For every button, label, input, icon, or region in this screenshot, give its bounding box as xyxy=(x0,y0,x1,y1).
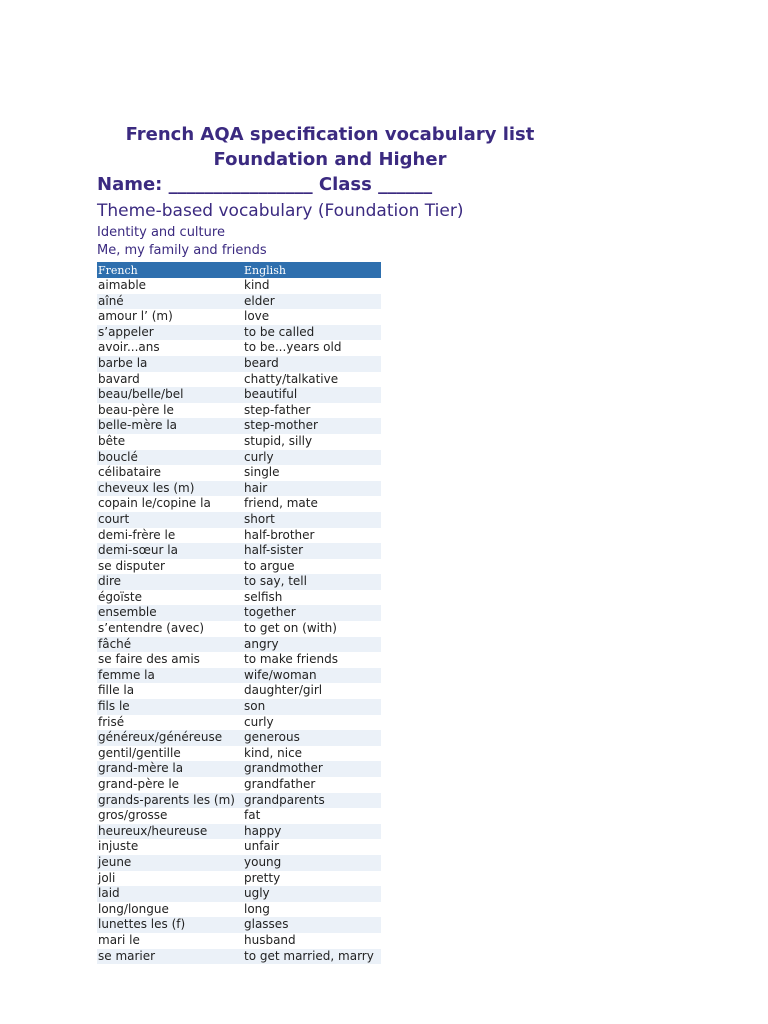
french-word-cell: copain le/copine la xyxy=(98,496,211,511)
french-word-cell: célibataire xyxy=(98,465,162,480)
french-word-cell: grands-parents les (m) xyxy=(97,793,243,809)
english-translation-cell: grandmother xyxy=(243,761,381,777)
table-row xyxy=(97,496,381,512)
english-translation-cell: to get married, marry xyxy=(243,949,381,965)
french-word-cell: généreux/généreuse xyxy=(97,730,243,746)
english-translation-cell: kind xyxy=(244,278,270,292)
table-row xyxy=(97,855,381,871)
english-translation-cell: pretty xyxy=(244,870,281,885)
french-word-cell: demi-frère le xyxy=(98,527,176,542)
table-row xyxy=(97,528,381,544)
english-translation-cell: single xyxy=(244,465,280,480)
table-row xyxy=(97,372,381,388)
french-word-cell: ensemble xyxy=(97,605,243,621)
french-word-cell: laid xyxy=(97,886,243,902)
french-word-cell: lunettes les (f) xyxy=(97,917,243,933)
french-word-cell: s’appeler xyxy=(97,325,243,341)
english-translation-cell: son xyxy=(243,699,381,715)
french-word-cell: jeune xyxy=(97,855,243,871)
english-translation-cell: wife/woman xyxy=(243,668,381,684)
french-word-cell: s’entendre (avec) xyxy=(98,621,205,636)
english-translation-cell: to be called xyxy=(243,325,381,341)
theme-subheading: Identity and culture xyxy=(97,225,225,240)
english-translation-cell: glasses xyxy=(243,917,381,933)
english-translation-cell: curly xyxy=(243,450,381,466)
french-word-cell: beau/belle/bel xyxy=(97,387,243,403)
french-word-cell: bête xyxy=(98,433,126,448)
french-word-cell: belle-mère la xyxy=(97,418,243,434)
table-row xyxy=(97,668,381,684)
english-translation-cell: elder xyxy=(243,294,381,310)
english-translation-cell: short xyxy=(243,512,381,528)
table-row xyxy=(97,917,381,933)
french-word-cell: gros/grosse xyxy=(98,808,168,823)
table-row xyxy=(97,761,381,777)
table-row xyxy=(97,543,381,559)
french-word-cell: femme la xyxy=(97,668,243,684)
table-row xyxy=(97,621,381,637)
table-row xyxy=(97,481,381,497)
table-row xyxy=(97,933,381,949)
french-word-cell: beau-père le xyxy=(98,402,174,417)
english-translation-cell: unfair xyxy=(244,839,280,854)
english-translation-cell: husband xyxy=(244,932,296,947)
french-word-cell: mari le xyxy=(98,932,140,947)
french-word-cell: égoïste xyxy=(98,589,143,604)
english-translation-cell: half-sister xyxy=(243,543,381,559)
topic-subheading: Me, my family and friends xyxy=(97,243,267,258)
table-row xyxy=(97,387,381,403)
french-word-cell: injuste xyxy=(98,839,139,854)
table-row xyxy=(97,949,381,965)
english-translation-cell: love xyxy=(244,309,270,324)
english-translation-cell: curly xyxy=(244,714,274,729)
french-word-cell: aîné xyxy=(97,294,243,310)
french-word-cell: joli xyxy=(98,870,116,885)
french-word-cell: grand-père le xyxy=(98,777,180,791)
french-word-cell: demi-sœur la xyxy=(97,543,243,559)
english-translation-cell: chatty/talkative xyxy=(244,371,339,386)
table-row xyxy=(97,434,381,450)
table-row xyxy=(97,652,381,668)
table-row xyxy=(97,886,381,902)
section-heading: Theme-based vocabulary (Foundation Tier) xyxy=(97,201,464,221)
french-word-cell: frisé xyxy=(98,714,125,729)
french-word-cell: se disputer xyxy=(98,558,165,573)
french-word-cell: long/longue xyxy=(98,901,169,916)
english-translation-cell: together xyxy=(243,605,381,621)
english-translation-cell: step-father xyxy=(244,402,311,417)
english-translation-cell: selfish xyxy=(244,589,283,604)
french-word-cell: se faire des amis xyxy=(98,652,200,667)
table-row xyxy=(97,746,381,762)
english-translation-cell: grandparents xyxy=(243,793,381,809)
english-translation-cell: ugly xyxy=(243,886,381,902)
french-word-cell: heureux/heureuse xyxy=(97,824,243,840)
table-row xyxy=(97,730,381,746)
french-word-cell: grand-mère la xyxy=(97,761,243,777)
document-title-line2: Foundation and Higher xyxy=(213,149,447,170)
french-word-cell: court xyxy=(97,512,243,528)
french-word-cell: amour l’ (m) xyxy=(98,309,173,324)
english-translation-cell: step-mother xyxy=(243,418,381,434)
english-translation-cell: to make friends xyxy=(244,652,338,667)
table-row xyxy=(97,559,381,575)
english-translation-cell: beautiful xyxy=(243,387,381,403)
english-translation-cell: young xyxy=(243,855,381,871)
table-row xyxy=(97,512,381,528)
table-row xyxy=(97,715,381,731)
table-row xyxy=(97,340,381,356)
english-translation-cell: hair xyxy=(243,481,381,497)
name-class-line: Name: ________________ Class ______ xyxy=(97,174,433,195)
table-row xyxy=(97,777,381,793)
english-translation-cell: stupid, silly xyxy=(244,433,313,448)
table-row xyxy=(97,637,381,653)
column-header-french: French xyxy=(97,262,243,278)
table-row xyxy=(97,465,381,481)
english-translation-cell: friend, mate xyxy=(244,496,318,511)
french-word-cell: bavard xyxy=(98,371,140,386)
english-translation-cell: daughter/girl xyxy=(244,683,323,698)
english-translation-cell: to get on (with) xyxy=(244,621,337,636)
french-word-cell: barbe la xyxy=(97,356,243,372)
french-word-cell: gentil/gentille xyxy=(98,745,181,760)
vocabulary-table-body xyxy=(97,278,381,964)
table-row xyxy=(97,808,381,824)
table-header-row xyxy=(97,262,381,278)
table-row xyxy=(97,824,381,840)
french-word-cell: cheveux les (m) xyxy=(97,481,243,497)
table-row xyxy=(97,699,381,715)
french-word-cell: fâché xyxy=(97,637,243,653)
french-word-cell: dire xyxy=(97,574,243,590)
table-row xyxy=(97,683,381,699)
english-translation-cell: angry xyxy=(243,637,381,653)
table-row xyxy=(97,574,381,590)
table-row xyxy=(97,294,381,310)
column-header-english: English xyxy=(243,262,381,278)
table-row xyxy=(97,902,381,918)
english-translation-cell: generous xyxy=(243,730,381,746)
french-word-cell: fils le xyxy=(97,699,243,715)
document-title-line1: French AQA specification vocabulary list xyxy=(125,124,535,145)
table-row xyxy=(97,871,381,887)
table-row xyxy=(97,793,381,809)
table-row xyxy=(97,418,381,434)
english-translation-cell: happy xyxy=(243,824,381,840)
table-row xyxy=(97,403,381,419)
english-translation-cell: half-brother xyxy=(244,527,315,542)
vocabulary-table xyxy=(97,262,381,964)
english-translation-cell: to argue xyxy=(244,558,295,573)
table-row xyxy=(97,450,381,466)
english-translation-cell: to say, tell xyxy=(243,574,381,590)
french-word-cell: se marier xyxy=(97,949,243,965)
french-word-cell: fille la xyxy=(98,683,135,698)
english-translation-cell: long xyxy=(244,901,270,916)
table-row xyxy=(97,356,381,372)
french-word-cell: bouclé xyxy=(97,450,243,466)
english-translation-cell: kind, nice xyxy=(244,745,303,760)
table-row xyxy=(97,309,381,325)
table-row xyxy=(97,839,381,855)
french-word-cell: aimable xyxy=(98,278,147,292)
table-row xyxy=(97,278,381,294)
table-row xyxy=(97,605,381,621)
table-row xyxy=(97,325,381,341)
english-translation-cell: grandfather xyxy=(244,777,316,791)
table-row xyxy=(97,590,381,606)
english-translation-cell: fat xyxy=(244,808,261,823)
english-translation-cell: to be...years old xyxy=(244,340,342,355)
english-translation-cell: beard xyxy=(243,356,381,372)
french-word-cell: avoir...ans xyxy=(98,340,160,355)
